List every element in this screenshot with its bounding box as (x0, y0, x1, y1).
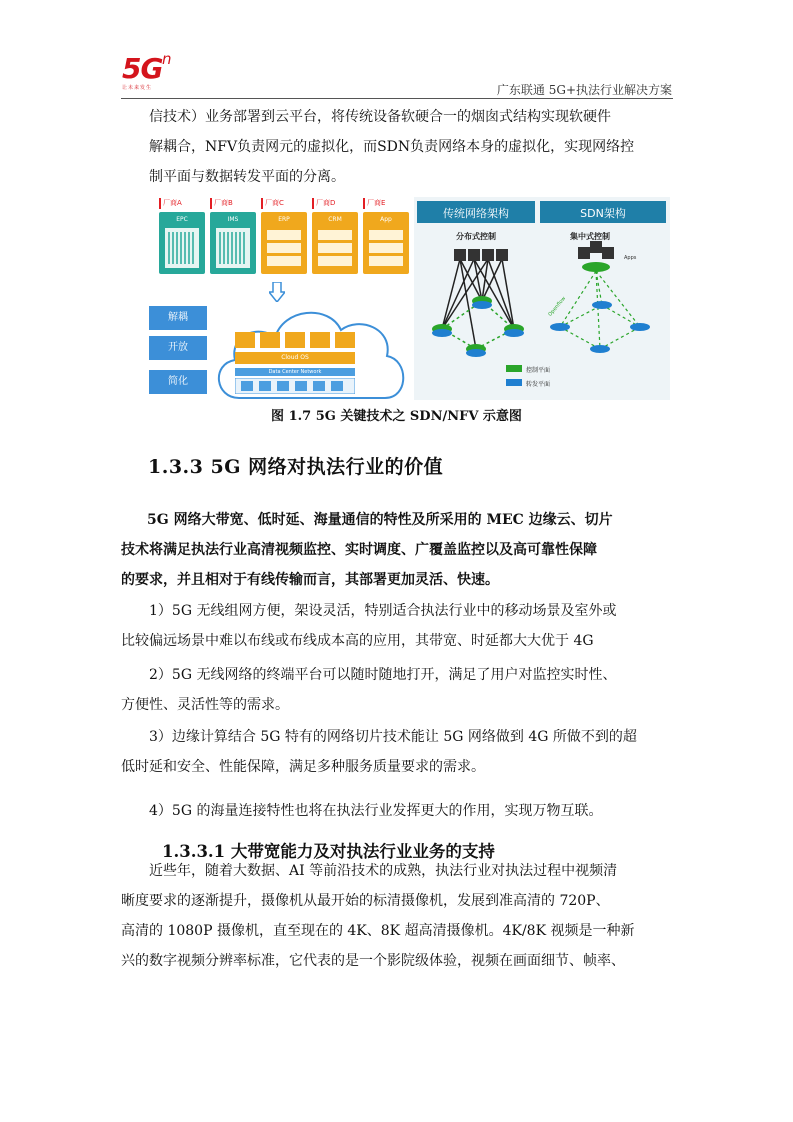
header-divider (121, 98, 673, 99)
vendor-b (210, 198, 256, 274)
vendor-name: IMS (227, 216, 239, 223)
text-line: 晰度要求的逐渐提升，摄像机从最开始的标清摄像机，发展到准高清的 720P、 (121, 893, 610, 909)
vendor-box (159, 212, 205, 274)
label-simplify: 简化 (149, 370, 207, 394)
panel-title-sdn: SDN架构 (580, 207, 626, 220)
text-line: 3）边缘计算结合 5G 特有的网络切片技术能让 5G 网络做到 4G 所做不到的超 (149, 729, 637, 745)
text-line: 近些年，随着大数据、AI 等前沿技术的成熟，执法行业对执法过程中视频清 (149, 863, 618, 879)
text-line: 兴的数字视频分辨率标准，它代表的是一个影院级体验，视频在画面细节、帧率、 (121, 953, 625, 969)
text-line: 低时延和安全、性能保障，满足多种服务质量要求的需求。 (121, 759, 485, 775)
section-heading: 1.3.3 5G 网络对执法行业的价值 (148, 456, 444, 478)
text-line: 5G 网络大带宽、低时延、海量通信的特性及所采用的 MEC 边缘云、切片 (147, 512, 613, 528)
server-icon (312, 212, 358, 274)
vendor-c (261, 198, 307, 274)
logo-mark: 5G (122, 52, 163, 85)
label-decouple: 解耦 (149, 306, 207, 330)
item-4 (121, 796, 677, 826)
apps-label: Apps (624, 255, 637, 261)
brand-logo (122, 50, 192, 94)
intro-paragraph (121, 102, 677, 192)
vendor-tag: 厂商A (159, 198, 182, 209)
text-line: 2）5G 无线网络的终端平台可以随时随地打开，满足了用户对监控实时性、 (149, 667, 617, 683)
text-line: 信技术）业务部署到云平台，将传统设备软硬合一的烟囱式结构实现软硬件 (149, 109, 611, 125)
server-icon (261, 212, 307, 274)
text-line: 技术将满足执法行业高清视频监控、实时调度、广覆盖监控以及高可靠性保障 (121, 542, 597, 558)
vendor-a (159, 198, 205, 274)
equipment-rack-icon (210, 212, 256, 274)
logo-superscript: n (162, 50, 172, 68)
vendor-tag: 厂商C (261, 198, 284, 209)
cloud-os-layer: Cloud OS (235, 352, 355, 364)
text-line: 高清的 1080P 摄像机，直至现在的 4K、8K 超高清摄像机。4K/8K 视频是一种新 (121, 923, 635, 939)
vendor-box (210, 212, 256, 274)
text-line: 方便性、灵活性等的需求。 (121, 697, 289, 713)
text-line: 的要求，并且相对于有线传输而言，其部署更加灵活、快速。 (121, 572, 499, 588)
network-architecture-svg (414, 197, 670, 400)
text-line: 制平面与数据转发平面的分离。 (149, 169, 345, 185)
vendor-name: EPC (176, 216, 188, 223)
vendor-tag: 厂商E (363, 198, 385, 209)
panel-sub-centralized: 集中式控制 (570, 232, 610, 241)
vendor-name: CRM (328, 216, 342, 223)
vendor-box (312, 212, 358, 274)
equipment-rack-icon (159, 212, 205, 274)
vendor-name: ERP (278, 216, 290, 223)
data-center-layer: Data Center Network (235, 368, 355, 376)
vendor-name: App (380, 216, 392, 223)
vendor-tag: 厂商D (312, 198, 335, 209)
hardware-row (235, 378, 355, 394)
vendor-box (363, 212, 409, 274)
label-open: 开放 (149, 336, 207, 360)
item-2 (121, 660, 677, 720)
openflow-label: Openflow (547, 295, 568, 318)
item-3 (121, 722, 677, 782)
header-title: 广东联通 5G+执法行业解决方案 (496, 83, 672, 97)
item-1 (121, 596, 677, 656)
panel-sub-distributed: 分布式控制 (456, 232, 496, 241)
vm-blocks (235, 332, 355, 350)
vendor-d (312, 198, 358, 274)
vendor-e (363, 198, 409, 274)
server-icon (363, 212, 409, 274)
text-line: 解耦合，NFV负责网元的虚拟化，而SDN负责网络本身的虚拟化，实现网络控 (149, 139, 635, 155)
legend-control: 控制平面 (526, 367, 551, 374)
text-line: 1）5G 无线组网方便，架设灵活，特别适合执法行业中的移动场景及室外或 (149, 603, 617, 619)
nfv-diagram (143, 198, 411, 400)
legend-forward: 转发平面 (526, 381, 551, 388)
text-line: 4）5G 的海量连接特性也将在执法行业发挥更大的作用，实现万物互联。 (149, 803, 603, 819)
vendor-box (261, 212, 307, 274)
sdn-diagram (414, 197, 670, 400)
text-line: 比较偏远场景中难以布线或布线成本高的应用，其带宽、时延都大大优于 4G (121, 633, 594, 649)
figure-caption: 图 1.7 5G 关键技术之 SDN/NFV 示意图 (271, 409, 522, 424)
vendor-tag: 厂商B (210, 198, 233, 209)
panel-title-traditional: 传统网络架构 (443, 207, 509, 220)
summary-paragraph (121, 505, 677, 595)
subsection-paragraph (121, 856, 677, 976)
subsection-heading: 1.3.3.1 大带宽能力及对执法行业业务的支持 (162, 842, 495, 861)
logo-tagline: 让未来发生 (122, 85, 153, 91)
